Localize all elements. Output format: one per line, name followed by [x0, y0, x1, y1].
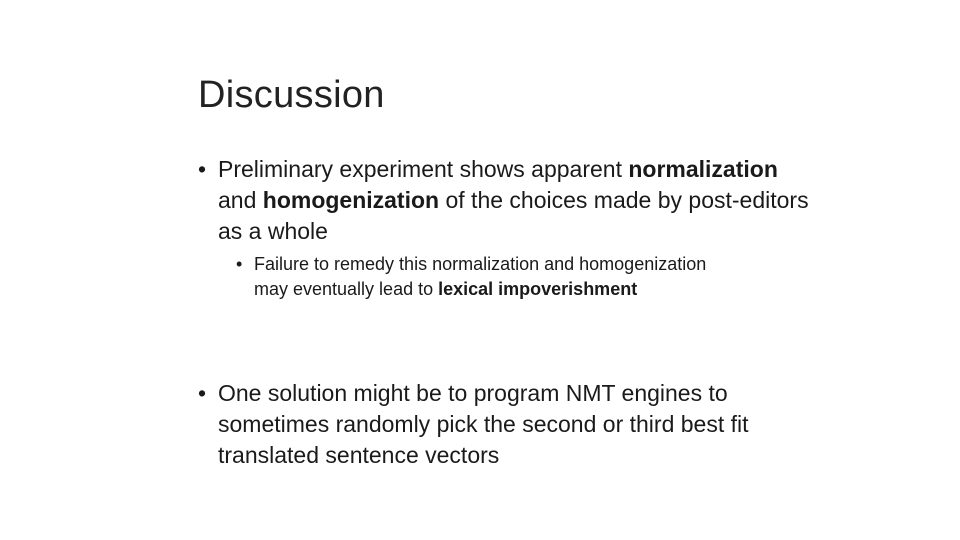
sub-bullet-text: Failure to remedy this normalization and homogenization may eventually lead to — [254, 254, 707, 299]
sub-bullet-dot: • — [236, 254, 243, 274]
bullet-1-bold-normalization: normalization — [628, 156, 778, 182]
bullet-1-bold-homogenization: homogenization — [262, 187, 440, 213]
slide-title: Discussion — [198, 74, 385, 116]
bullet-1-text: Preliminary experiment shows apparent — [218, 156, 629, 182]
bullet-dot: • — [198, 156, 207, 182]
sub-bullet-1 — [236, 252, 734, 302]
bullet-dot: • — [198, 380, 207, 406]
bullet-1 — [198, 154, 818, 247]
bullet-2-text: One solution might be to program NMT engines to sometimes randomly pick the second or third best fit translated sentence vectors — [218, 380, 749, 468]
bullet-2 — [198, 378, 818, 471]
bullet-1-text-and: and — [218, 187, 263, 213]
bullet-1-text-end: of the choices made by post-editors as a whole — [218, 187, 809, 244]
sub-bullet-bold: lexical impoverishment — [438, 279, 638, 299]
